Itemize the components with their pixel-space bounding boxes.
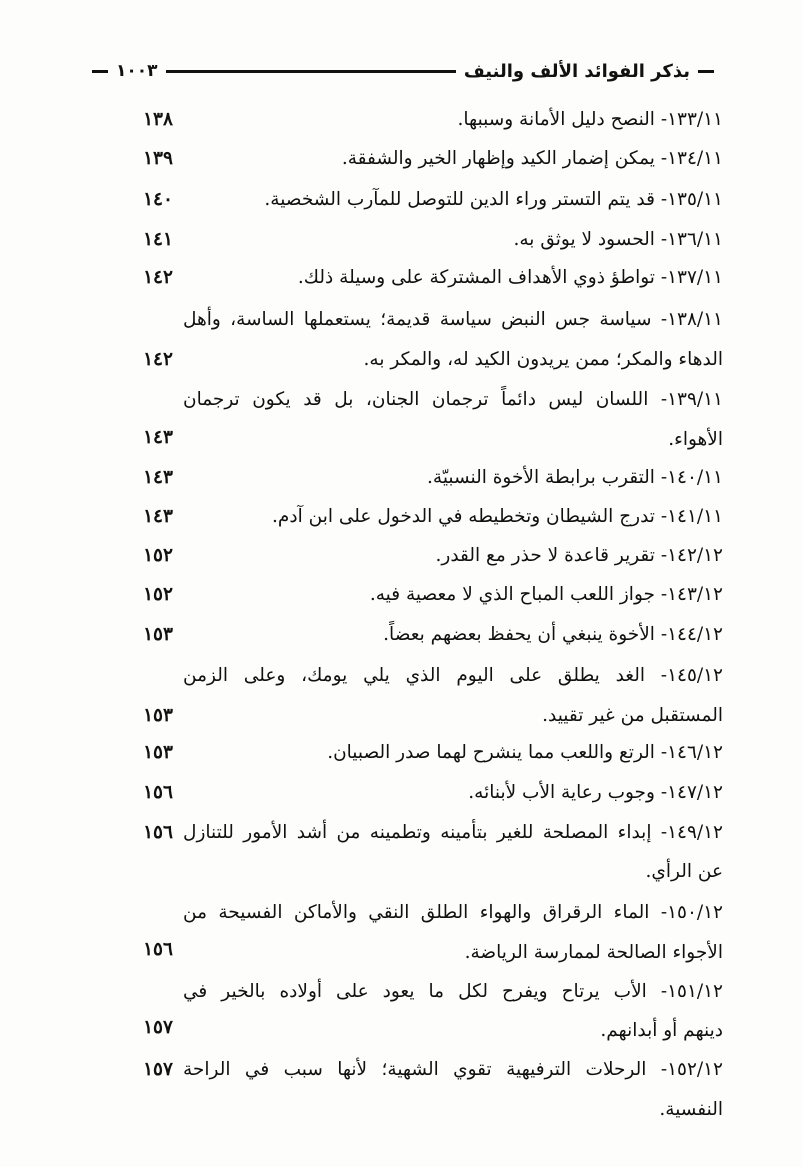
entry-page: ١٣٨ xyxy=(143,109,173,130)
entry-text-line2: دينهم أو أبدانهم. xyxy=(600,1020,723,1041)
entry-text: ١٣٣/١١- النصح دليل الأمانة وسببها. xyxy=(457,109,723,130)
entry-page: ١٤٠ xyxy=(143,189,173,210)
entry-page: ١٥٦ xyxy=(143,939,173,960)
entry-page: ١٥٣ xyxy=(143,705,173,726)
entry-page: ١٥٢ xyxy=(143,545,173,566)
entry-text: ١٣٧/١١- تواطؤ ذوي الأهداف المشتركة على وسيلة ذلك. xyxy=(297,267,723,288)
entry-text: ١٣٤/١١- يمكن إضمار الكيد وإظهار الخير والشفقة. xyxy=(341,148,723,169)
header-dash-right xyxy=(698,70,714,73)
entry-page: ١٥٣ xyxy=(143,624,173,645)
entry-text: ١٤٢/١٢- تقرير قاعدة لا حذر مع القدر. xyxy=(435,545,723,566)
page-number: ١٠٠٣ xyxy=(116,61,158,81)
entry-text-line2: الدهاء والمكر؛ ممن يريدون الكيد له، والمكر به. xyxy=(363,349,723,370)
entry-text-line2: المستقبل من غير تقييد. xyxy=(542,705,723,726)
entry-page: ١٥٧ xyxy=(143,1017,173,1038)
entry-page: ١٥٦ xyxy=(143,822,173,843)
entry-text-line1: ١٥١/١٢- الأب يرتاح ويفرح لكل ما يعود على أولاده بالخير في xyxy=(183,981,723,1002)
entry-text-line1: ١٣٩/١١- اللسان ليس دائماً ترجمان الجنان، بل قد يكون ترجمان xyxy=(183,389,723,410)
entry-text: ١٤٤/١٢- الأخوة ينبغي أن يحفظ بعضهم بعضاً. xyxy=(383,624,723,645)
entry-text-line1: ١٤٩/١٢- إبداء المصلحة للغير بتأمينه وتطمينه من أشد الأمور للتنازل xyxy=(183,822,723,843)
entry-text-line2: الأهواء. xyxy=(668,429,723,450)
entry-text: ١٣٥/١١- قد يتم التستر وراء الدين للتوصل للمآرب الشخصية. xyxy=(264,189,723,210)
entry-page: ١٤٢ xyxy=(143,349,173,370)
entry-page: ١٤٣ xyxy=(143,467,173,488)
entry-page: ١٤٣ xyxy=(143,427,173,448)
entry-page: ١٤٣ xyxy=(143,506,173,527)
entry-text: ١٤٣/١٢- جواز اللعب المباح الذي لا معصية فيه. xyxy=(369,584,723,605)
entry-text-line2: الأجواء الصالحة لممارسة الرياضة. xyxy=(464,942,723,963)
entry-text: ١٤٠/١١- التقرب برابطة الأخوة النسبيّة. xyxy=(427,467,723,488)
entry-text: ١٣٦/١١- الحسود لا يوثق به. xyxy=(513,229,723,250)
entry-text-line1: ١٤٥/١٢- الغد يطلق على اليوم الذي يلي يومك، وعلى الزمن xyxy=(183,665,723,686)
entry-page: ١٥٦ xyxy=(143,782,173,803)
entry-page: ١٥٧ xyxy=(143,1059,173,1080)
running-title: بذكر الفوائد الألف والنيف xyxy=(463,60,690,82)
entry-page: ١٤١ xyxy=(143,229,173,250)
running-header xyxy=(92,56,714,86)
entry-text-line1: ١٣٨/١١- سياسة جس النبض سياسة قديمة؛ يستعملها الساسة، وأهل xyxy=(183,309,723,330)
entry-page: ١٤٢ xyxy=(143,267,173,288)
entry-page: ١٥٢ xyxy=(143,584,173,605)
entry-text: ١٤١/١١- تدرج الشيطان وتخطيطه في الدخول على ابن آدم. xyxy=(272,506,723,527)
entry-text-line1: ١٥٠/١٢- الماء الرقراق والهواء الطلق النقي والأماكن الفسيحة من xyxy=(183,902,723,923)
entry-page: ١٥٣ xyxy=(143,742,173,763)
entry-text-line1: ١٥٢/١٢- الرحلات الترفيهية تقوي الشهية؛ لأنها سبب في الراحة xyxy=(183,1059,723,1080)
entry-text: ١٤٦/١٢- الرتع واللعب مما ينشرح لهما صدر الصبيان. xyxy=(327,742,723,763)
header-dash-left xyxy=(92,70,108,73)
entry-text-line2: النفسية. xyxy=(659,1099,723,1120)
header-rule xyxy=(166,70,456,73)
entry-page: ١٣٩ xyxy=(143,148,173,169)
entry-text: ١٤٧/١٢- وجوب رعاية الأب لأبنائه. xyxy=(468,782,723,803)
entry-text-line2: عن الرأي. xyxy=(645,861,723,882)
